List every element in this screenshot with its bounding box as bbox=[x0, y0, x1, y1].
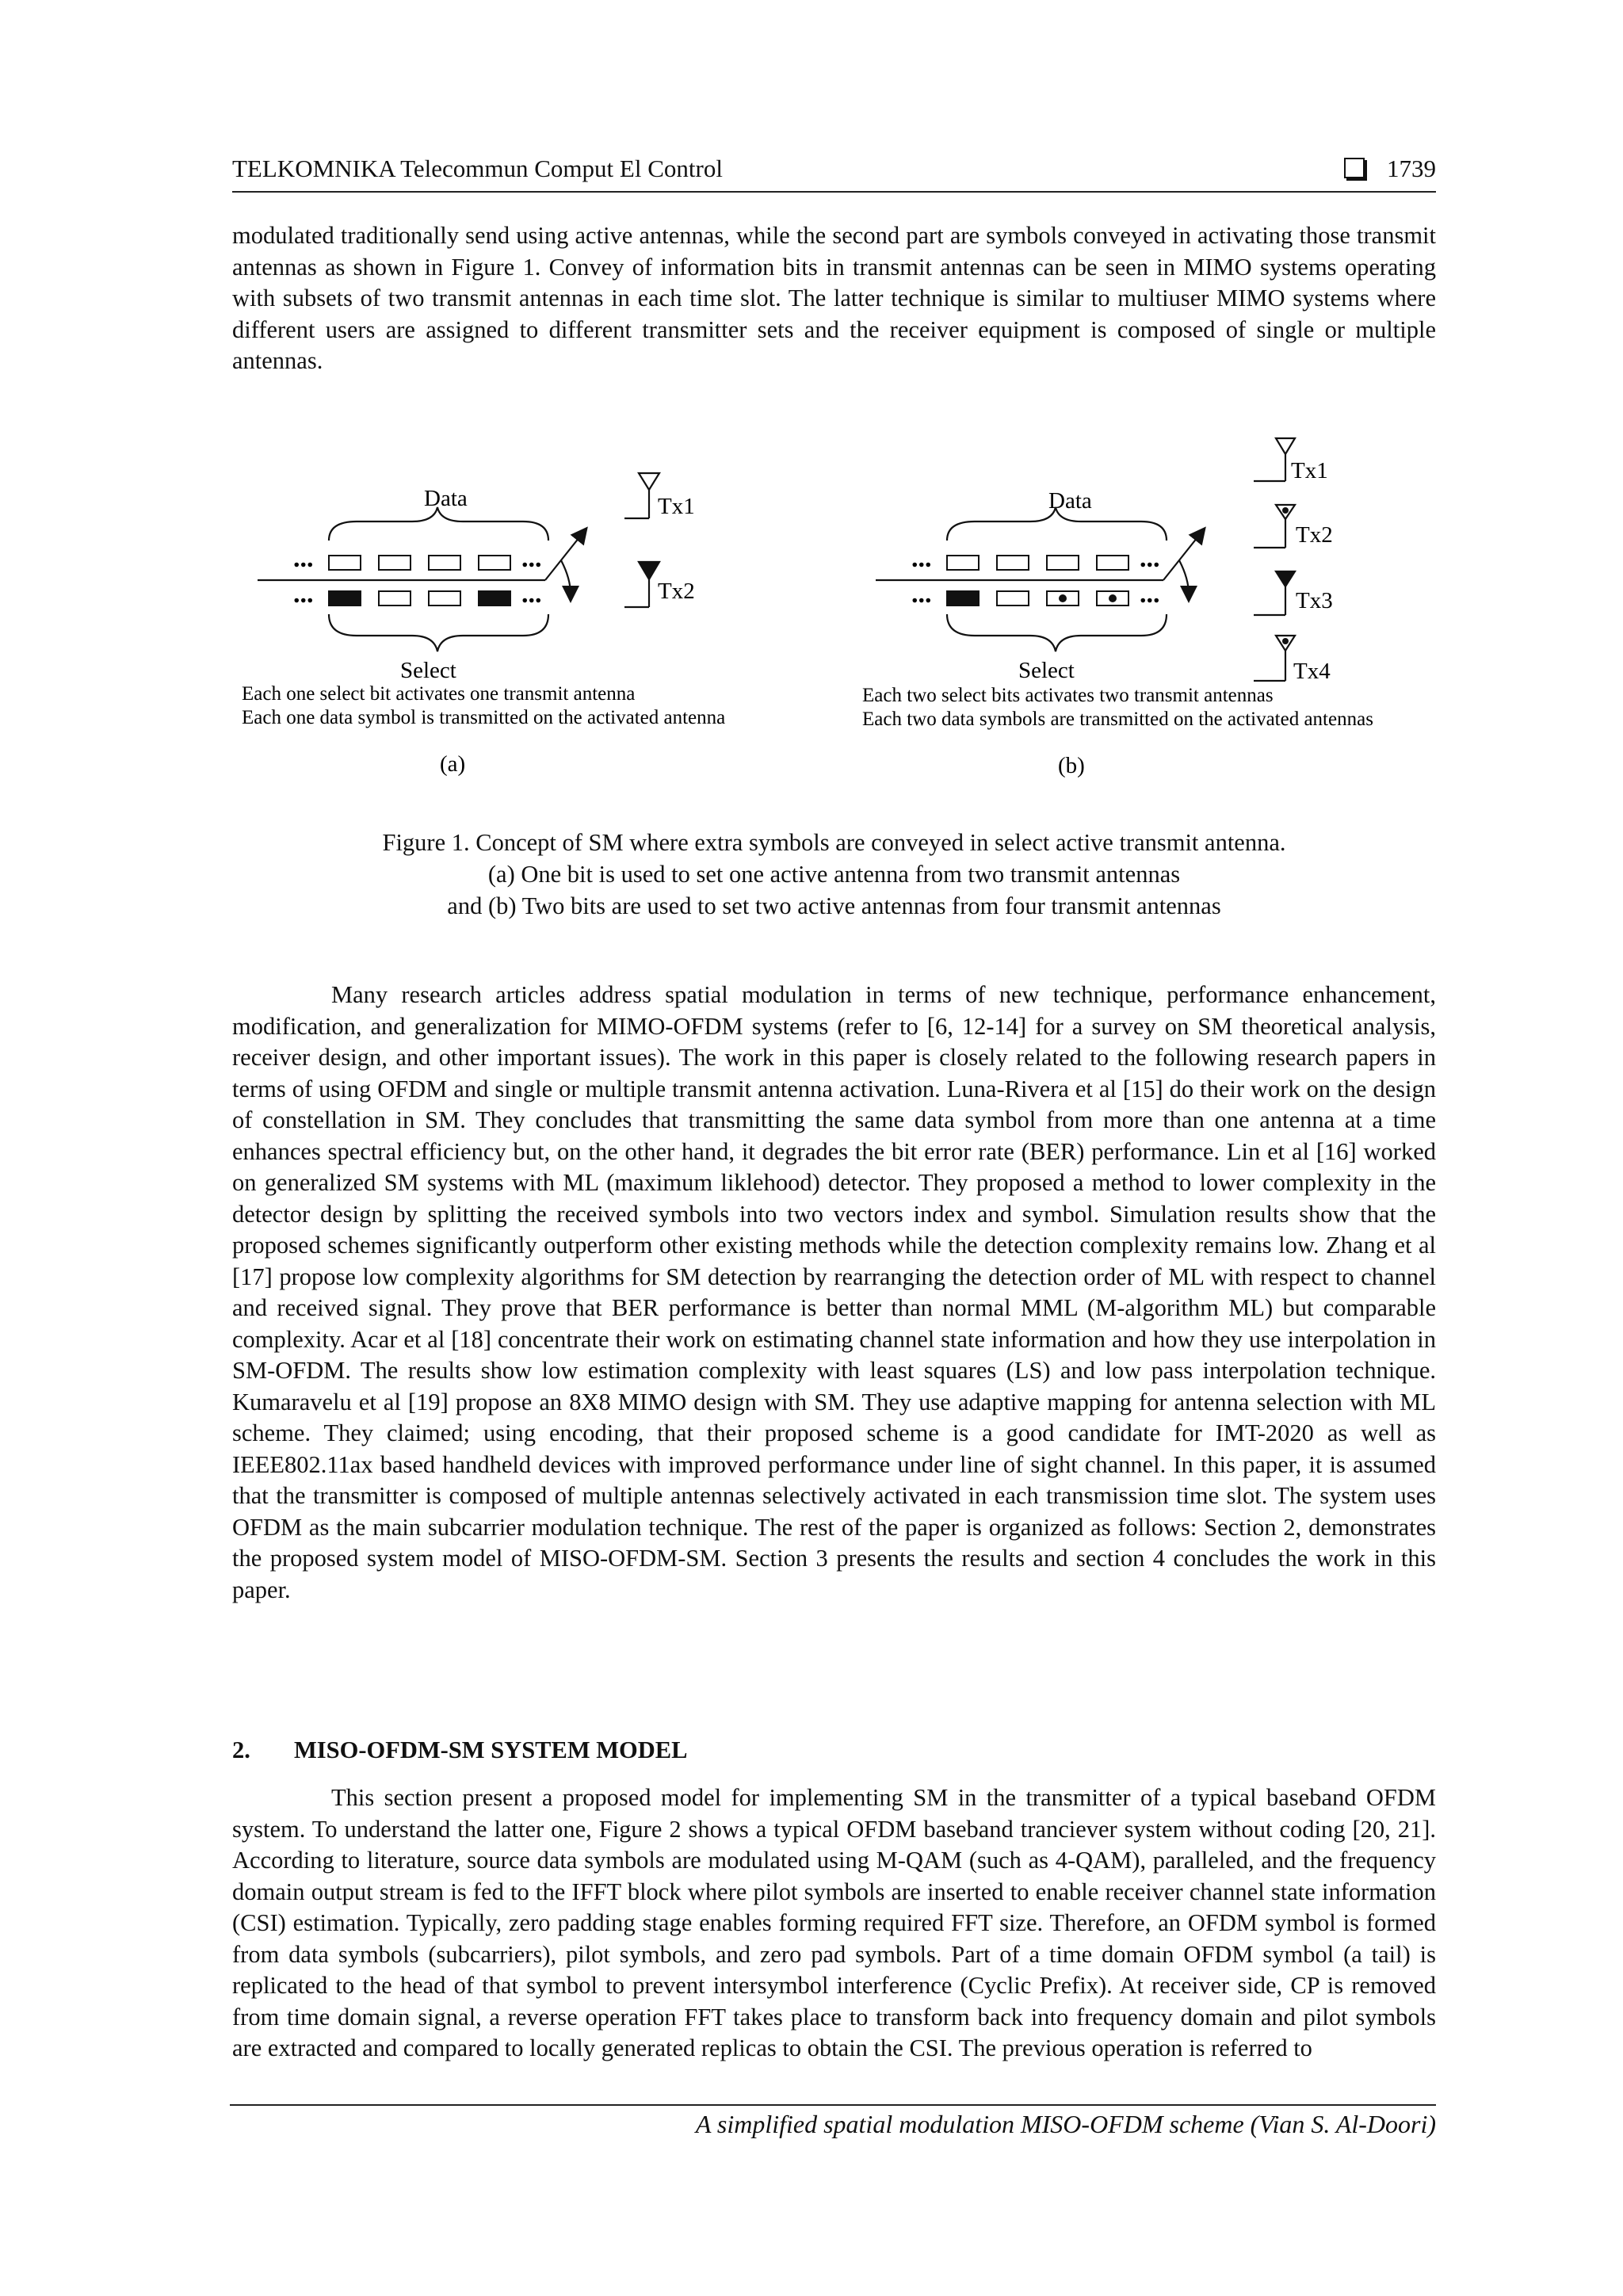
antenna-icon bbox=[1254, 505, 1295, 548]
panel-a-select-label: Select bbox=[400, 658, 456, 683]
section-title: MISO-OFDM-SM SYSTEM MODEL bbox=[294, 1736, 688, 1763]
panel-b-select-dot bbox=[1059, 594, 1067, 602]
panel-a-dots-4: ... bbox=[521, 579, 542, 609]
panel-a-data-symbol bbox=[479, 556, 510, 570]
panel-b-note-1: Each two select bits activates two transmit antennas bbox=[862, 685, 1274, 706]
panel-a-dots-2: ... bbox=[521, 544, 542, 573]
panel-b-select-dot bbox=[1109, 594, 1117, 602]
intro-paragraph: modulated traditionally send using active antennas, while the second part are symbols conveyed in activating those transmit antennas as shown in Figure 1. Convey of information bits in transmit antennas can be seen in MIMO systems operating with subsets of two transmit antennas in each time slot. The latter technique is similar to multiuser MIMO systems where different users are assigned to different transmitter sets and the receiver equipment is composed of single or multiple antennas. bbox=[232, 222, 1436, 374]
panel-b-dots-2: ... bbox=[1140, 544, 1160, 573]
panel-a-note-2: Each one data symbol is transmitted on the activated antenna bbox=[242, 707, 726, 728]
journal-title: TELKOMNIKA Telecommun Comput El Control bbox=[232, 155, 723, 182]
antenna-icon bbox=[1254, 571, 1295, 615]
panel-a-data-label: Data bbox=[424, 486, 468, 511]
panel-a-switch-arrow bbox=[545, 533, 582, 580]
page-number: 1739 bbox=[1387, 155, 1436, 182]
panel-b-data-symbol bbox=[947, 556, 979, 570]
section-number: 2. bbox=[232, 1736, 250, 1763]
figure-caption bbox=[232, 827, 1436, 922]
panel-b-dots-3: ... bbox=[911, 579, 932, 609]
panel-b-select-label: Select bbox=[1018, 658, 1075, 683]
panel-a-select-brace bbox=[329, 614, 548, 651]
panel-b bbox=[862, 438, 1373, 778]
square-bullet-icon bbox=[1344, 158, 1365, 178]
antenna-icon bbox=[624, 562, 659, 607]
panel-a-select-symbol bbox=[429, 591, 460, 606]
panel-b-sublabel: (b) bbox=[1058, 753, 1085, 778]
panel-b-dots-4: ... bbox=[1140, 579, 1160, 609]
panel-a-data-symbol bbox=[379, 556, 411, 570]
panel-b-select-symbol bbox=[997, 591, 1029, 606]
section-heading bbox=[232, 1736, 687, 1764]
panel-a-sublabel: (a) bbox=[440, 751, 466, 777]
panel-a-dots-3: ... bbox=[293, 579, 314, 609]
panel-b-switch-arrow bbox=[1179, 560, 1189, 594]
panel-a-tx2-label: Tx2 bbox=[658, 579, 695, 604]
antenna-icon bbox=[1254, 636, 1295, 681]
figure-1 bbox=[222, 432, 1442, 797]
panel-b-tx4-label: Tx4 bbox=[1293, 659, 1331, 684]
caption-line-2: (a) One bit is used to set one active antenna from two transmit antennas bbox=[487, 861, 1181, 888]
panel-b-data-symbol bbox=[1047, 556, 1079, 570]
panel-b-tx1-label: Tx1 bbox=[1291, 458, 1328, 483]
panel-a-data-symbol bbox=[429, 556, 460, 570]
panel-a-select-symbol bbox=[379, 591, 411, 606]
section-paragraph: This section present a proposed model for implementing SM in the transmitter of a typical baseband OFDM system. To understand the latter one, Figure 2 shows a typical OFDM baseband tranciever system without coding [20, 21]. According to literature, source data symbols are modulated using M-QAM (such as 4-QAM), paralleled, and the frequency domain output stream is fed to the IFFT block where pilot symbols are inserted to enable receiver channel state information (CSI) estimation. Typically, zero padding stage enables forming required FFT size. Therefore, an OFDM symbol is formed from data symbols (subcarriers), pilot symbols, and zero pad symbols. Part of a time domain OFDM symbol (a tail) is replicated to the head of that symbol to prevent intersymbol interference (Cyclic Prefix). At receiver side, CP is removed from time domain signal, a reverse operation FFT takes place to transform back into frequency domain and pilot symbols are extracted and compared to locally generated replicas to obtain the CSI. The previous operation is referred to bbox=[232, 1784, 1436, 2061]
panel-a-select-symbol bbox=[329, 591, 361, 606]
panel-b-select-brace bbox=[947, 614, 1167, 651]
panel-b-data-brace bbox=[947, 507, 1167, 541]
panel-a bbox=[242, 473, 725, 777]
antenna-icon bbox=[1254, 438, 1295, 481]
panel-b-select-symbol bbox=[947, 591, 979, 606]
panel-a-select-symbol bbox=[479, 591, 510, 606]
page-number-group bbox=[1344, 155, 1436, 183]
panel-b-tx2-label: Tx2 bbox=[1296, 522, 1333, 548]
panel-b-note-2: Each two data symbols are transmitted on the activated antennas bbox=[862, 709, 1373, 730]
panel-b-data-symbol bbox=[1097, 556, 1128, 570]
panel-a-switch-arrow bbox=[561, 560, 571, 594]
panel-a-dots-1: ... bbox=[293, 544, 314, 573]
caption-line-1: Figure 1. Concept of SM where extra symbols are conveyed in select active transmit antenna. bbox=[382, 829, 1286, 856]
body-paragraph: Many research articles address spatial modulation in terms of new technique, performance enhancement, modification, and generalization for MIMO-OFDM systems (refer to [6, 12-14] for a survey on SM theoretical analysis, receiver design, and other important issues). The work in this paper is closely related to the following research papers in terms of using OFDM and single or multiple transmit antenna activation. Luna-Rivera et al [15] do their work on the design of constellation in SM. They concludes that transmitting the same data symbol from more than one antenna at a time enhances spectral efficiency but, on the other hand, it degrades the bit error rate (BER) performance. Lin et al [16] worked on generalized SM systems with ML (maximum liklehood) detector. They proposed a method to lower complexity in the detector design by splitting the received symbols into two vectors index and symbol. Simulation results show that the proposed schemes significantly outperform other existing methods while the detection complexity remains low. Zhang et al [17] propose low complexity algorithms for SM detection by rearranging the detection order of ML with respect to channel and received signal. They prove that BER performance is better than normal MML (M-algorithm ML) but comparable complexity. Acar et al [18] concentrate their work on estimating channel state information and how they use interpolation in SM-OFDM. The results show low estimation complexity with least squares (LS) and low pass interpolation technique. Kumaravelu et al [19] propose an 8X8 MIMO design with SM. They use adaptive mapping for antenna selection with ML scheme. They claimed; using encoding, that their proposed scheme is a good candidate for IMT-2020 as well as IEEE802.11ax based handheld devices with improved performance under line of sight channel. In this paper, it is assumed that the transmitter is composed of multiple antennas selectively activated in each transmission time slot. The system uses OFDM as the main subcarrier modulation technique. The rest of the paper is organized as follows: Section 2, demonstrates the proposed system model of MISO-OFDM-SM. Section 3 presents the results and section 4 concludes the work in this paper. bbox=[232, 981, 1436, 1603]
panel-b-data-symbol bbox=[997, 556, 1029, 570]
caption-line-3: and (b) Two bits are used to set two active antennas from four transmit antennas bbox=[447, 892, 1221, 919]
running-footer: A simplified spatial modulation MISO-OFDM scheme (Vian S. Al-Doori) bbox=[695, 2110, 1436, 2138]
panel-b-switch-arrow bbox=[1163, 533, 1201, 580]
antenna-icon bbox=[624, 473, 659, 518]
footer-rule bbox=[230, 2104, 1436, 2106]
panel-a-note-1: Each one select bit activates one transmit antenna bbox=[242, 683, 636, 705]
panel-a-tx1-label: Tx1 bbox=[658, 494, 695, 519]
panel-b-dots-1: ... bbox=[911, 544, 932, 573]
figure-1-diagram bbox=[222, 432, 1442, 797]
panel-a-data-symbol bbox=[329, 556, 361, 570]
panel-b-tx3-label: Tx3 bbox=[1296, 588, 1333, 613]
panel-a-data-brace bbox=[329, 507, 548, 541]
running-header bbox=[232, 155, 1436, 193]
panel-b-data-label: Data bbox=[1048, 488, 1092, 514]
